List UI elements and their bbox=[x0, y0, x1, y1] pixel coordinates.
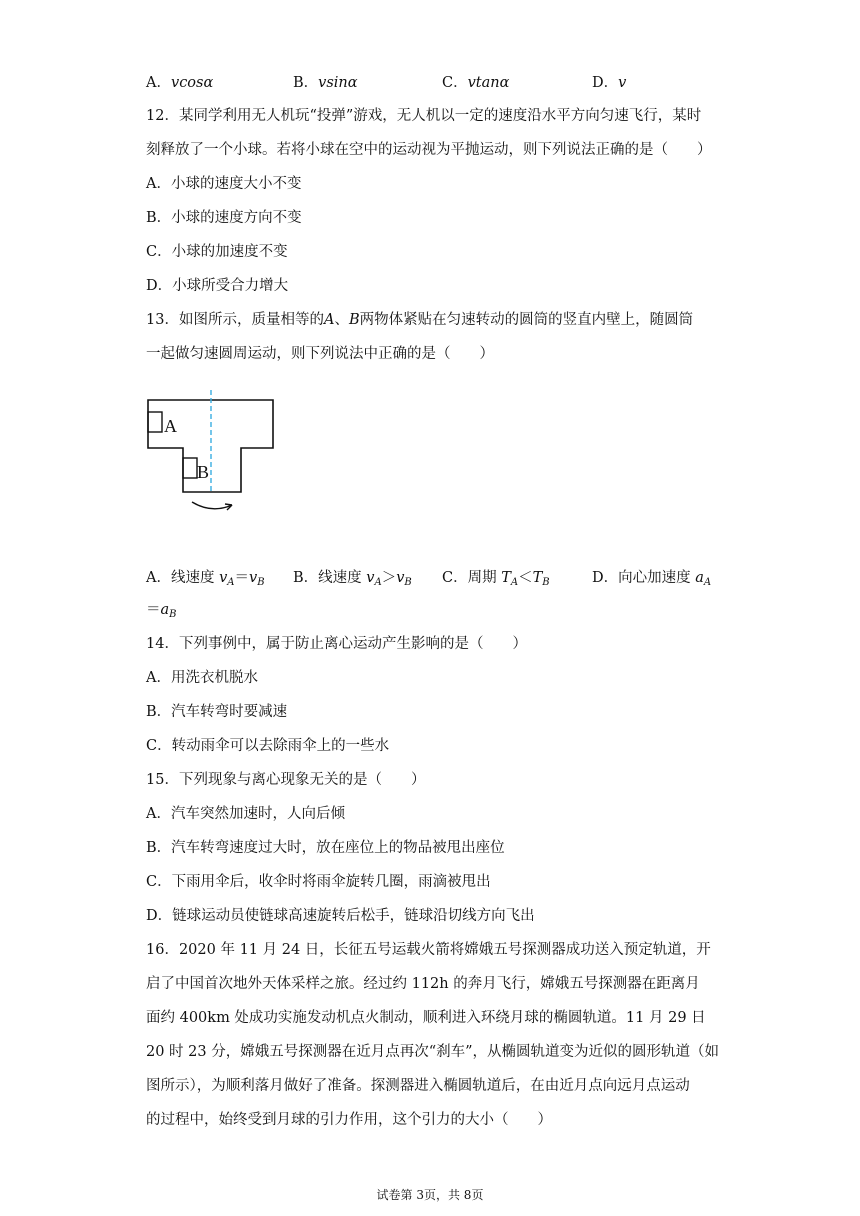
q13-stem-line-2: 一起做匀速圆周运动，则下列说法中正确的是（ ） bbox=[146, 346, 494, 362]
q15-option-c: C．下雨用伞后，收伞时将雨伞旋转几圈，雨滴被甩出 bbox=[146, 874, 491, 890]
q11-option-a: A．vcosα bbox=[146, 75, 214, 91]
q16-stem-line-1: 16．2020 年 11 月 24 日，长征五号运载火箭将嫦娥五号探测器成功送入预定轨道，开 bbox=[146, 942, 711, 958]
q11-options bbox=[146, 73, 726, 93]
q12-option-a: A．小球的速度大小不变 bbox=[146, 176, 302, 192]
q12-option-b: B．小球的速度方向不变 bbox=[146, 210, 302, 226]
q16-stem-line-6: 的过程中，始终受到月球的引力作用，这个引力的大小（ ） bbox=[146, 1112, 552, 1128]
q13-options bbox=[146, 568, 726, 588]
q11-option-b: B．vsinα bbox=[293, 75, 358, 91]
q15-stem: 15．下列现象与离心现象无关的是（ ） bbox=[146, 772, 426, 788]
q12-stem-line-2: 刻释放了一个小球。若将小球在空中的运动视为平抛运动，则下列说法正确的是（ ） bbox=[146, 142, 712, 158]
object-b-block bbox=[183, 458, 197, 478]
object-a-label: A bbox=[164, 416, 177, 436]
object-a-block bbox=[148, 412, 162, 432]
rotating-cylinder-figure bbox=[140, 390, 290, 530]
q14-option-c: C．转动雨伞可以去除雨伞上的一些水 bbox=[146, 738, 390, 754]
q14-stem: 14．下列事例中，属于防止离心运动产生影响的是（ ） bbox=[146, 636, 527, 652]
q15-option-b: B．汽车转弯速度过大时，放在座位上的物品被甩出座位 bbox=[146, 840, 505, 856]
q12-option-c: C．小球的加速度不变 bbox=[146, 244, 288, 260]
q14-option-b: B．汽车转弯时要减速 bbox=[146, 704, 288, 720]
q13-stem-line-1: 13．如图所示，质量相等的A、B两物体紧贴在匀速转动的圆筒的竖直内壁上，随圆筒 bbox=[146, 312, 694, 328]
q16-stem-line-5: 图所示），为顺利落月做好了准备。探测器进入椭圆轨道后，在由近月点向远月点运动 bbox=[146, 1078, 690, 1094]
q13-option-c: C．周期 $T_A<T_B$ bbox=[442, 570, 550, 588]
rotation-arrow-icon bbox=[192, 502, 232, 509]
q12-stem-line-1: 12．某同学利用无人机玩“投弹”游戏，无人机以一定的速度沿水平方向匀速飞行，某时 bbox=[146, 108, 702, 124]
q15-option-d: D．链球运动员使链球高速旋转后松手，链球沿切线方向飞出 bbox=[146, 908, 535, 924]
q11-option-c: C．vtanα bbox=[442, 75, 510, 91]
object-b-label: B bbox=[197, 462, 210, 482]
q13-option-a: A．线速度 $v_A=v_B$ bbox=[146, 570, 265, 588]
q16-stem-line-3: 面约 400km 处成功实施发动机点火制动，顺利进入环绕月球的椭圆轨道。11 月 29 日 bbox=[146, 1010, 706, 1026]
q11-option-d: D．v bbox=[592, 75, 627, 91]
q12-option-d: D．小球所受合力增大 bbox=[146, 278, 289, 294]
q15-option-a: A．汽车突然加速时，人向后倾 bbox=[146, 806, 345, 822]
q13-option-b: B．线速度 $v_A>v_B$ bbox=[293, 570, 412, 588]
q14-option-a: A．用洗衣机脱水 bbox=[146, 670, 258, 686]
q16-stem-line-2: 启了中国首次地外天体采样之旅。经过约 112h 的奔月飞行，嫦娥五号探测器在距离月 bbox=[146, 976, 700, 992]
q16-stem-line-4: 20 时 23 分，嫦娥五号探测器在近月点再次“刹车”，从椭圆轨道变为近似的圆形轨道（如 bbox=[146, 1044, 720, 1060]
q13-option-d: D．向心加速度 $a_A$ bbox=[592, 570, 712, 588]
q13-option-d-continued: $=a_B$ bbox=[146, 602, 177, 620]
page-footer: 试卷第 3页，共 8页 bbox=[376, 1188, 484, 1202]
